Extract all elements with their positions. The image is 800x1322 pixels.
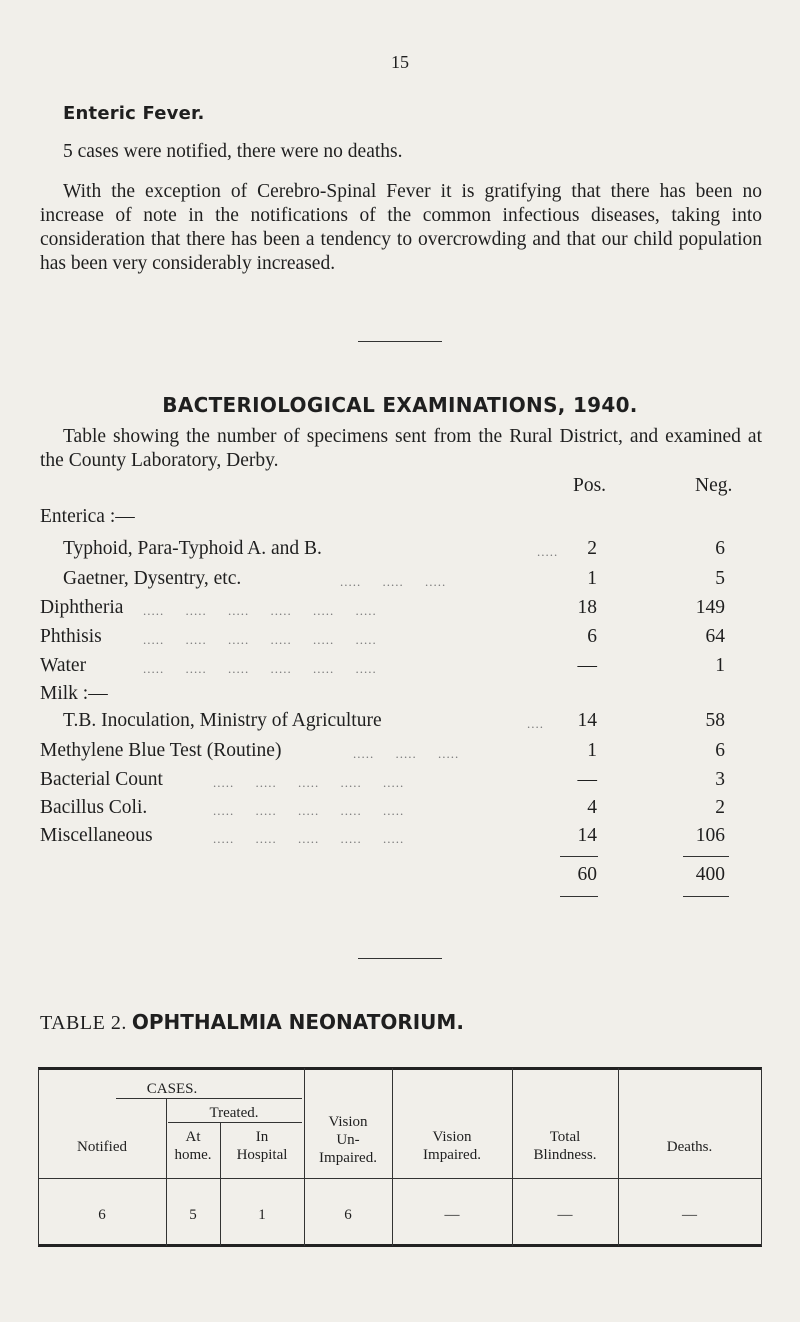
value-vision-impaired: — <box>444 1207 460 1223</box>
enteric-cases-line: 5 cases were notified, there were no deaths. <box>63 141 403 162</box>
leader-dots: ..... ..... ..... ..... ..... <box>213 803 405 818</box>
table2-heading <box>40 1010 464 1035</box>
specimen-row-pos: 14 <box>577 710 597 731</box>
specimen-row-pos: — <box>577 769 597 790</box>
total-neg: 400 <box>695 864 725 885</box>
section-divider <box>358 341 442 342</box>
specimen-row-label: Phthisis <box>40 626 102 647</box>
leader-dots: ..... ..... ..... ..... ..... ..... <box>143 603 377 618</box>
bacteriological-intro: Table showing the number of specimens sent from the Rural District, and examined at the County Laboratory, Derby. <box>40 426 762 471</box>
page-number: 15 <box>391 52 409 72</box>
header-deaths: Deaths. <box>666 1139 713 1155</box>
table2-header-rule <box>38 1178 762 1179</box>
specimen-row-pos: 1 <box>587 568 597 589</box>
header-at-home-line1: At <box>185 1129 201 1145</box>
value-total-blindness: — <box>557 1207 573 1223</box>
leader-dots: ..... ..... ..... ..... ..... ..... <box>143 661 377 676</box>
leader-dots: ..... <box>537 544 559 559</box>
header-in-hospital <box>220 1128 304 1164</box>
table2-top-border <box>38 1067 762 1070</box>
total-rule-neg <box>683 856 729 857</box>
header-vision-impaired-line1: Vision <box>432 1129 472 1145</box>
column-header-neg: Neg. <box>695 475 733 496</box>
specimen-row-pos: 2 <box>587 538 597 559</box>
specimen-row-pos: 4 <box>587 797 597 818</box>
table2-cases-rule <box>116 1098 302 1099</box>
total-rule-neg-bottom <box>683 896 729 897</box>
value-deaths: — <box>682 1207 697 1223</box>
specimen-row-pos: 14 <box>577 825 597 846</box>
specimen-row-neg: 3 <box>715 769 725 790</box>
header-notified: Notified <box>77 1139 127 1155</box>
specimen-row-pos: 18 <box>577 597 597 618</box>
total-rule-pos <box>560 856 598 857</box>
header-treated: Treated. <box>209 1105 259 1121</box>
header-vision-unimpaired-line1: Vision <box>328 1114 368 1130</box>
table2-bottom-border <box>38 1244 762 1247</box>
bacteriological-heading: BACTERIOLOGICAL EXAMINATIONS, 1940. <box>162 393 638 417</box>
specimen-row-pos: — <box>577 655 597 676</box>
specimen-row-neg: 58 <box>705 710 725 731</box>
section-divider <box>358 958 442 959</box>
leader-dots: ..... ..... ..... ..... ..... ..... <box>143 632 377 647</box>
specimen-row-neg: 1 <box>715 655 725 676</box>
header-in-hospital-line2: Hospital <box>236 1147 288 1163</box>
specimen-row-neg: 149 <box>695 597 725 618</box>
infectious-diseases-paragraph: With the exception of Cerebro-Spinal Fever it is gratifying that there has been no increase of note in the notifications of the common infectious diseases, taking into consideration that there has been a tendency to overcrowding and that our child population has been very considerably increased. <box>40 181 762 274</box>
specimen-row-label: Bacillus Coli. <box>40 797 148 818</box>
table2-title: OPHTHALMIA NEONATORIUM. <box>131 1010 464 1034</box>
header-at-home <box>166 1128 220 1164</box>
header-in-hospital-line1: In <box>255 1129 269 1145</box>
specimen-row-neg: 5 <box>715 568 725 589</box>
specimen-row-label: Typhoid, Para-Typhoid A. and B. <box>63 538 322 559</box>
header-at-home-line2: home. <box>174 1147 212 1163</box>
specimen-row-label: Gaetner, Dysentry, etc. <box>63 568 242 589</box>
leader-dots: ..... ..... ..... <box>340 574 447 589</box>
value-notified: 6 <box>98 1207 106 1223</box>
header-vision-unimpaired <box>304 1113 392 1167</box>
leader-dots: ..... ..... ..... <box>353 746 460 761</box>
header-cases: CASES. <box>146 1081 198 1097</box>
specimen-row-pos: 1 <box>587 740 597 761</box>
header-total-blindness-line1: Total <box>549 1129 581 1145</box>
specimen-row-label: Diphtheria <box>40 597 124 618</box>
value-at-home: 5 <box>189 1207 197 1223</box>
value-in-hospital: 1 <box>258 1207 266 1223</box>
table2-treated-rule <box>168 1122 302 1123</box>
header-vision-impaired-line2: Impaired. <box>423 1147 481 1163</box>
specimen-row-label: T.B. Inoculation, Ministry of Agriculture <box>63 710 382 731</box>
specimen-row-neg: 64 <box>705 626 725 647</box>
leader-dots: ..... ..... ..... ..... ..... <box>213 831 405 846</box>
group-label-milk: Milk :— <box>40 683 108 704</box>
specimen-row-neg: 6 <box>715 538 725 559</box>
table2-right-border <box>761 1068 762 1246</box>
enteric-fever-heading: Enteric Fever. <box>63 103 205 124</box>
specimen-row-neg: 6 <box>715 740 725 761</box>
header-vision-unimpaired-line2: Un- <box>336 1132 360 1148</box>
header-vision-impaired <box>392 1128 512 1164</box>
specimen-row-label: Miscellaneous <box>40 825 153 846</box>
specimen-row-label: Bacterial Count <box>40 769 163 790</box>
column-header-pos: Pos. <box>573 475 607 496</box>
header-total-blindness-line2: Blindness. <box>533 1147 597 1163</box>
total-pos: 60 <box>577 864 597 885</box>
specimen-row-neg: 2 <box>715 797 725 818</box>
specimen-row-label: Methylene Blue Test (Routine) <box>40 740 282 761</box>
header-total-blindness <box>512 1128 618 1164</box>
value-vision-unimpaired: 6 <box>344 1207 352 1223</box>
group-label-enterica: Enterica :— <box>40 506 135 527</box>
table2-prefix: TABLE 2. <box>40 1012 127 1034</box>
specimen-row-pos: 6 <box>587 626 597 647</box>
leader-dots: .... <box>527 716 544 731</box>
specimen-row-label: Water <box>40 655 87 676</box>
specimen-row-neg: 106 <box>695 825 725 846</box>
leader-dots: ..... ..... ..... ..... ..... <box>213 775 405 790</box>
total-rule-pos-bottom <box>560 896 598 897</box>
header-vision-unimpaired-line3: Impaired. <box>319 1150 377 1166</box>
